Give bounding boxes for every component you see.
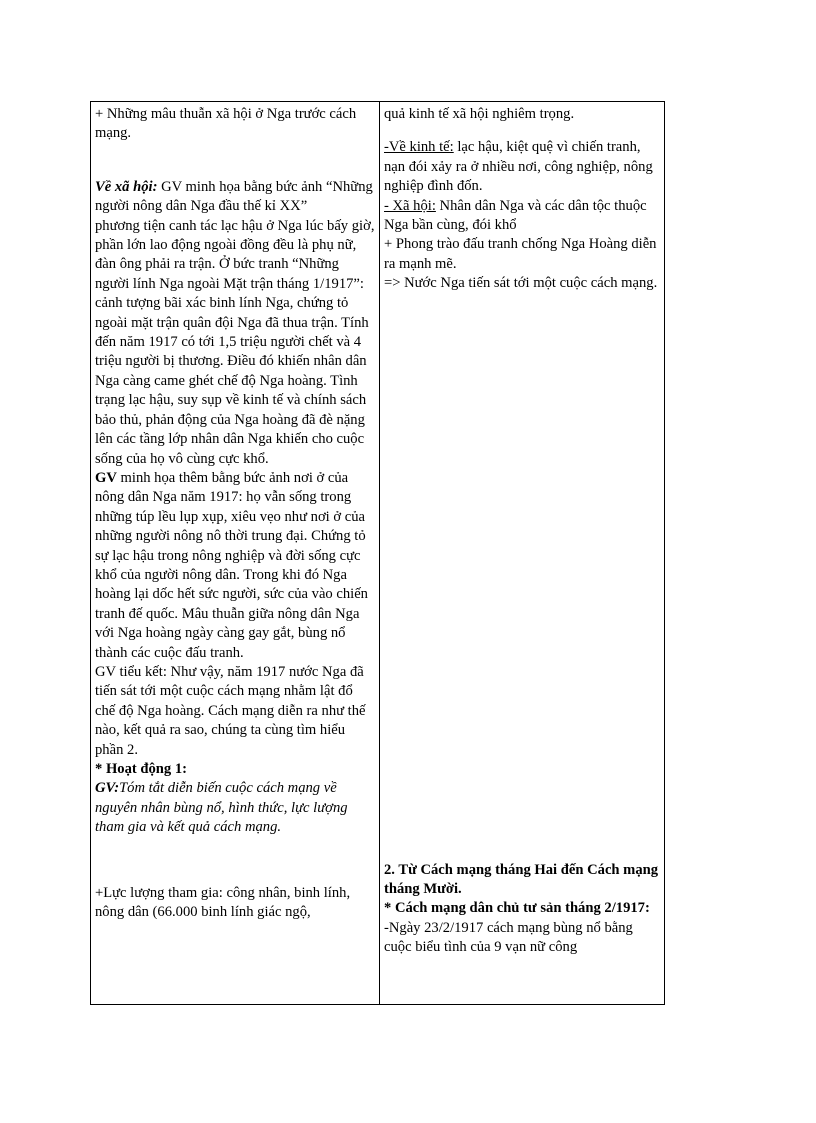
left-paragraph-5: GV tiểu kết: Như vậy, năm 1917 nước Nga đã tiến sát tới một cuộc cách mạng nhằm lật đổ chế độ Nga hoàng. Cách mạng diễn ra như thế nào, kết quả ra sao, chúng ta cùng tìm hiểu phần 2. [95,663,366,758]
right-paragraph-3 [384,197,660,236]
activity-heading: * Hoạt động 1: [95,761,188,777]
social-label: Về xã hội: [95,178,158,195]
right-paragraph-5: => Nước Nga tiến sát tới một cuộc cách mạng. [384,275,658,292]
spacer [95,838,375,884]
economy-label: -Về kinh tế: [384,139,454,156]
right-column [380,102,665,1005]
spacer [95,144,375,178]
gv-text: minh họa thêm bằng bức ảnh nơi ở của nông dân Nga năm 1917: họ vẫn sống trong những túp lều lụp xụp, xiêu vẹo như nơi ở của những người nông nô thời trung đại. Chứng tỏ sự lạc hậu trong nông nghiệp và đời sống cực khổ của người nông dân. Trong khi đó Nga hoàng lại dốc hết sức người, sức của vào chiến tranh đế quốc. Mâu thuẫn giữa nông dân Nga với Nga hoàng ngày càng gay gắt, bùng nổ thành các cuộc đấu tranh. [95,469,368,661]
lesson-table [90,101,665,1005]
left-paragraph-7 [95,779,375,837]
left-paragraph-2 [95,178,375,217]
right-paragraph-2 [384,138,660,196]
left-paragraph-3: phương tiện canh tác lạc hậu ở Nga lúc bấy giờ, phần lớn lao động ngoài đồng đều là phụ nữ, đàn ông phải ra trận. Ở bức tranh “Những người lính Nga ngoài Mặt trận tháng 1/1917”: cảnh tượng bãi xác binh lính Nga, chứng tỏ ngoài mặt trận quân đội Nga đã thua trận. Tính đến năm 1917 có tới 1,5 triệu người chết và 4 triệu người bị thương. Điều đó khiến nhân dân Nga càng came ghét chế độ Nga hoàng. Tình trạng lạc hậu, suy sụp về kinh tế và chính sách bảo thủ, phản động của Nga hoàng đã đè nặng lên các tầng lớp nhân dân Nga khiến cho cuộc sống của họ vô cùng cực khổ. [95,217,375,467]
right-paragraph-1: quả kinh tế xã hội nghiêm trọng. [384,106,575,122]
left-paragraph-1: + Những mâu thuẫn xã hội ở Nga trước cách mạng. [95,106,357,142]
gv-summary-text: Tóm tắt diễn biến cuộc cách mạng về nguyên nhân bùng nổ, hình thức, lực lượng tham gia và kết quả cách mạng. [95,780,348,836]
spacer [384,294,660,861]
gv-label: GV [95,469,117,486]
left-column [91,102,380,1005]
section-heading: 2. Từ Cách mạng tháng Hai đến Cách mạng tháng Mười. [384,861,659,898]
table-row [91,102,665,1005]
spacer [384,124,660,138]
society-label: - Xã hội: [384,197,436,214]
left-paragraph-8: +Lực lượng tham gia: công nhân, binh lính, nông dân (66.000 binh lính giác ngộ, [95,884,351,921]
social-text: GV minh họa bằng bức ảnh “Những người nông dân Nga đầu thế kỉ XX” [95,178,373,215]
society-text: Nhân dân Nga và các dân tộc thuộc Nga bần cùng, đói khổ [384,197,647,234]
economy-text: lạc hậu, kiệt quệ vì chiến tranh, nạn đói xảy ra ở nhiều nơi, công nghiệp, nông nghiệp đình đốn. [384,139,653,195]
subsection-heading: * Cách mạng dân chủ tư sản tháng 2/1917: [384,900,650,917]
right-paragraph-4: + Phong trào đấu tranh chống Nga Hoàng diễn ra mạnh mẽ. [384,236,657,272]
right-paragraph-8: -Ngày 23/2/1917 cách mạng bùng nổ bằng cuộc biểu tình của 9 vạn nữ công [384,919,633,956]
gv-label-2: GV: [95,780,120,797]
left-paragraph-4 [95,469,375,663]
